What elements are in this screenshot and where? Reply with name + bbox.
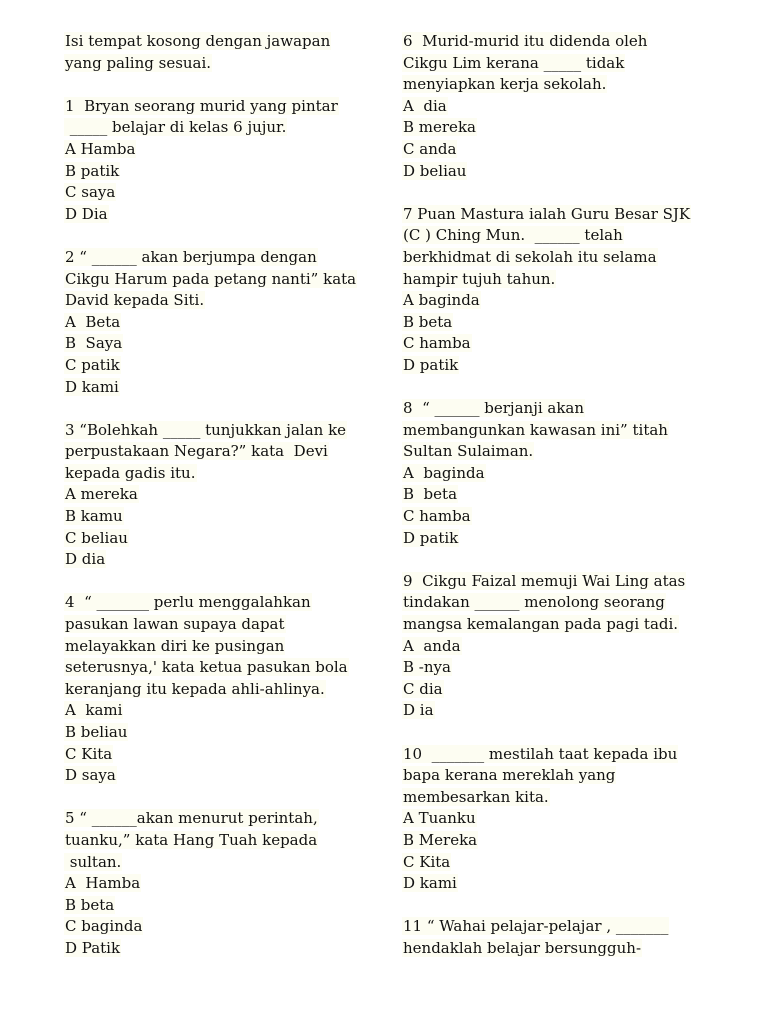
text-line: [402, 333, 722, 355]
line-text: B Mereka: [403, 830, 478, 849]
text-line: [402, 830, 722, 852]
text-line: [64, 269, 384, 291]
text-line: [402, 290, 722, 312]
text-line: [402, 441, 722, 463]
line-text: 4 “ _______ perlu menggalahkan: [65, 593, 311, 612]
line-text: tuanku,” kata Hang Tuah kepada: [65, 830, 318, 849]
line-text: D kami: [403, 874, 457, 893]
text-line: [64, 31, 384, 53]
line-text: 7 Puan Mastura ialah Guru Besar SJK: [403, 204, 691, 223]
line-text: B beta: [65, 895, 115, 914]
text-line: [64, 679, 384, 701]
text-line: [402, 938, 722, 960]
text-line: [64, 463, 384, 485]
line-text: menyiapkan kerja sekolah.: [403, 75, 607, 94]
line-text: keranjang itu kepada ahli-ahlinya.: [65, 679, 325, 698]
text-line: [402, 31, 722, 53]
line-text: hendaklah belajar bersungguh-: [403, 938, 642, 957]
line-text: B beta: [403, 485, 458, 504]
text-line: [402, 571, 722, 593]
line-text: sultan.: [65, 852, 122, 871]
text-line: [64, 484, 384, 506]
line-text: 3 “Bolehkah _____ tunjukkan jalan ke: [65, 420, 347, 439]
line-text: C Kita: [65, 744, 113, 763]
line-text: D dia: [65, 550, 106, 569]
text-line: [64, 938, 384, 960]
line-text: A mereka: [65, 485, 138, 504]
line-text: B beta: [403, 312, 453, 331]
line-text: David kepada Siti.: [65, 291, 205, 310]
text-line: [402, 916, 722, 938]
line-text: 2 “ ______ akan berjumpa dengan: [65, 247, 317, 266]
line-text: Cikgu Harum pada petang nanti” kata: [65, 269, 357, 288]
left-column: [64, 31, 384, 960]
text-line: [402, 463, 722, 485]
line-text: tindakan ______ menolong seorang: [403, 593, 665, 612]
spacer: [64, 74, 384, 96]
line-text: pasukan lawan supaya dapat: [65, 615, 285, 634]
line-text: 5 “ ______akan menurut perintah,: [65, 809, 318, 828]
text-line: [64, 895, 384, 917]
text-line: [64, 161, 384, 183]
line-text: membesarkan kita.: [403, 787, 549, 806]
text-line: [402, 53, 722, 75]
text-line: [64, 290, 384, 312]
line-text: C beliau: [65, 528, 128, 547]
text-line: [64, 377, 384, 399]
line-text: A dia: [403, 96, 447, 115]
line-text: B beliau: [65, 723, 128, 741]
text-line: [402, 852, 722, 874]
text-line: [64, 808, 384, 830]
spacer: [402, 549, 722, 571]
line-text: (C ) Ching Mun. ______ telah: [403, 226, 623, 245]
spacer: [402, 182, 722, 204]
text-line: [64, 700, 384, 722]
text-line: [402, 484, 722, 506]
line-text: C hamba: [403, 507, 471, 526]
line-text: C Kita: [403, 852, 451, 871]
line-text: 1 Bryan seorang murid yang pintar: [65, 96, 338, 115]
text-line: [64, 96, 384, 118]
line-text: 9 Cikgu Faizal memuji Wai Ling atas: [403, 571, 686, 590]
text-line: [402, 269, 722, 291]
line-text: C hamba: [403, 334, 471, 353]
line-text: Sultan Sulaiman.: [403, 442, 534, 461]
text-line: [64, 528, 384, 550]
line-text: D ia: [403, 701, 434, 720]
line-text: B Saya: [65, 334, 123, 353]
text-line: [402, 312, 722, 334]
text-line: [402, 204, 722, 226]
text-line: [64, 636, 384, 658]
line-text: melayakkan diri ke pusingan: [65, 636, 285, 655]
line-text: kepada gadis itu.: [65, 463, 196, 482]
text-line: [402, 506, 722, 528]
text-line: [402, 744, 722, 766]
line-text: A Beta: [65, 312, 121, 331]
text-line: [64, 139, 384, 161]
line-text: A anda: [403, 636, 461, 655]
text-line: [402, 808, 722, 830]
text-line: [402, 592, 722, 614]
text-line: [64, 830, 384, 852]
line-text: D beliau: [403, 161, 467, 180]
text-line: [402, 139, 722, 161]
text-line: [402, 117, 722, 139]
line-text: Isi tempat kosong dengan jawapan: [65, 32, 331, 50]
text-line: [64, 182, 384, 204]
spacer: [402, 377, 722, 399]
line-text: D Dia: [65, 204, 108, 223]
text-line: [64, 506, 384, 528]
right-column: [402, 31, 722, 960]
line-text: A Hamba: [65, 874, 141, 893]
line-text: yang paling sesuai.: [65, 53, 212, 72]
text-line: [64, 549, 384, 571]
line-text: Cikgu Lim kerana _____ tidak: [403, 53, 625, 72]
line-text: A baginda: [403, 463, 485, 482]
text-line: [402, 225, 722, 247]
line-text: D Patik: [65, 938, 121, 957]
line-text: C anda: [403, 139, 457, 158]
text-line: [402, 765, 722, 787]
line-text: perpustakaan Negara?” kata Devi: [65, 442, 328, 461]
text-line: [402, 657, 722, 679]
text-line: [402, 700, 722, 722]
text-line: [64, 657, 384, 679]
line-text: D patik: [403, 355, 459, 374]
line-text: A Hamba: [65, 139, 136, 158]
line-text: C saya: [65, 183, 116, 202]
text-line: [402, 873, 722, 895]
spacer: [402, 722, 722, 744]
text-line: [64, 916, 384, 938]
text-line: [64, 722, 384, 744]
text-line: [402, 636, 722, 658]
line-text: _____ belajar di kelas 6 jujur.: [65, 118, 287, 137]
text-line: [64, 744, 384, 766]
line-text: A baginda: [403, 291, 480, 310]
line-text: D patik: [403, 528, 459, 547]
line-text: seterusnya,' kata ketua pasukan bola: [65, 658, 348, 677]
spacer: [64, 787, 384, 809]
line-text: B patik: [65, 161, 120, 180]
line-text: 8 “ ______ berjanji akan: [403, 399, 585, 418]
text-line: [64, 592, 384, 614]
line-text: D saya: [65, 766, 116, 785]
text-line: [64, 204, 384, 226]
line-text: D kami: [65, 377, 119, 396]
text-line: [402, 398, 722, 420]
text-line: [402, 528, 722, 550]
line-text: B -nya: [403, 658, 451, 677]
text-line: [64, 333, 384, 355]
text-line: [64, 53, 384, 75]
spacer: [64, 225, 384, 247]
text-line: [64, 873, 384, 895]
line-text: C dia: [403, 679, 443, 698]
line-text: C baginda: [65, 917, 143, 936]
text-line: [64, 117, 384, 139]
spacer: [64, 571, 384, 593]
text-line: [64, 441, 384, 463]
text-line: [64, 420, 384, 442]
text-line: [402, 74, 722, 96]
line-text: 11 “ Wahai pelajar-pelajar , _______: [403, 917, 669, 936]
line-text: mangsa kemalangan pada pagi tadi.: [403, 615, 679, 634]
text-line: [402, 614, 722, 636]
text-line: [402, 247, 722, 269]
line-text: hampir tujuh tahun.: [403, 269, 556, 288]
text-line: [402, 679, 722, 701]
line-text: bapa kerana mereklah yang: [403, 766, 616, 785]
line-text: berkhidmat di sekolah itu selama: [403, 247, 657, 266]
text-line: [64, 765, 384, 787]
line-text: A Tuanku: [403, 809, 476, 828]
spacer: [64, 398, 384, 420]
text-line: [64, 355, 384, 377]
text-line: [64, 312, 384, 334]
line-text: 6 Murid-murid itu didenda oleh: [403, 32, 648, 50]
text-line: [64, 247, 384, 269]
text-line: [402, 161, 722, 183]
text-line: [64, 852, 384, 874]
line-text: B mereka: [403, 118, 476, 137]
spacer: [402, 895, 722, 917]
line-text: A kami: [65, 701, 123, 720]
text-line: [402, 420, 722, 442]
text-line: [402, 787, 722, 809]
line-text: B kamu: [65, 507, 123, 526]
line-text: 10 _______ mestilah taat kepada ibu: [403, 744, 678, 763]
text-line: [402, 96, 722, 118]
line-text: membangunkan kawasan ini” titah: [403, 420, 668, 439]
line-text: C patik: [65, 355, 120, 374]
text-line: [402, 355, 722, 377]
text-line: [64, 614, 384, 636]
